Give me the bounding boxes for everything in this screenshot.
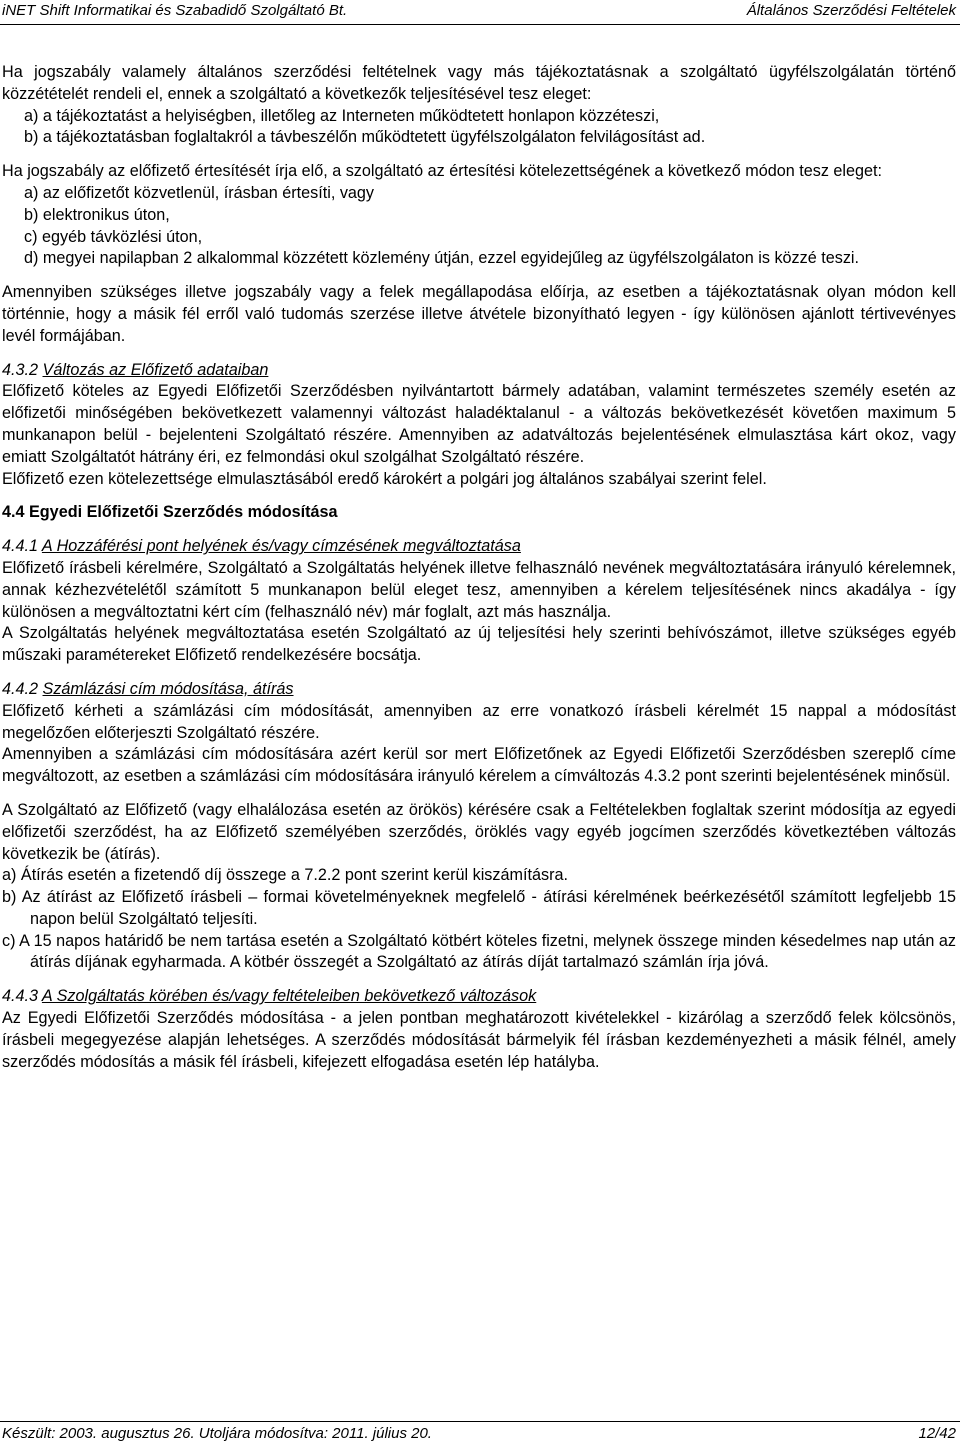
list-item: c) A 15 napos határidő be nem tartása esetén a Szolgáltató kötbért köteles fizetni, melynek összege minden késedelmes nap után az átírás díjának egyharmada. A kötbér összegét a Szolgáltató az átírás díját tartalmazó számlán írja jóvá.	[2, 931, 956, 972]
section-heading-4-4-2: 4.4.2 Számlázási cím módosítása, átírás	[2, 679, 294, 698]
paragraph: Ha jogszabály az előfizető értesítését írja elő, a szolgáltató az értesítési kötelezettségének a következő módon tesz eleget:	[2, 162, 883, 181]
list-item: a) az előfizetőt közvetlenül, írásban értesíti, vagy	[24, 183, 375, 202]
section-heading-4-4-1: 4.4.1 A Hozzáférési pont helyének és/vagy címzésének megváltoztatása	[2, 537, 521, 556]
page-header	[0, 0, 960, 25]
page-number: 12/42	[918, 1425, 956, 1442]
paragraph: Amennyiben szükséges illetve jogszabály vagy a felek megállapodása előírja, az esetben a tájékoztatásnak olyan módon kell történnie, hogy a másik fél erről való tudomás szerzése illetve átvétele bizonyítható legyen - így különösen ajánlott tértivevényes levél formájában.	[2, 283, 956, 345]
list-item: d) megyei napilapban 2 alkalommal közzétett közlemény útján, ezzel egyidejűleg az ügyfélszolgálaton is közzé teszi.	[24, 249, 860, 268]
list-item: b) elektronikus úton,	[24, 205, 170, 224]
footer-dates: Készült: 2003. augusztus 26. Utoljára módosítva: 2011. július 20.	[2, 1425, 432, 1442]
paragraph: Ha jogszabály valamely általános szerződési feltételnek vagy más tájékoztatásnak a szolgáltató ügyfélszolgálatán történő közzétételét rendeli el, ennek a szolgáltató a következők teljesítésével tesz eleget:	[2, 63, 956, 103]
section-heading-4-4-3: 4.4.3 A Szolgáltatás körében és/vagy feltételeiben bekövetkező változások	[2, 987, 537, 1006]
paragraph: Előfizető kérheti a számlázási cím módosítását, amennyiben az erre vonatkozó írásbeli kérelmét 15 nappal a módosítást megelőzően előterjeszti Szolgáltató részére.	[2, 701, 956, 742]
page-content	[2, 62, 956, 1073]
paragraph: Amennyiben a számlázási cím módosítására azért kerül sor mert Előfizetőnek az Egyedi Előfizetői Szerződésben szereplő címe megváltozott, az esetben a számlázási cím módosítására irányuló kérelem a címváltozás 4.3.2 pont szerinti bejelentésének minősül.	[2, 745, 956, 786]
paragraph: A Szolgáltatás helyének megváltoztatása esetén Szolgáltató az új teljesítési hely szerinti behívószámot, illetve szükséges egyéb műszaki paramétereket Előfizető rendelkezésére bocsátja.	[2, 624, 956, 665]
header-company: iNET Shift Informatikai és Szabadidő Szolgáltató Bt.	[2, 2, 348, 19]
page-footer	[0, 1421, 960, 1448]
section-heading-4-3-2: 4.3.2 Változás az Előfizető adataiban	[2, 360, 269, 379]
list-item: b) a tájékoztatásban foglaltakról a távbeszélőn működtetett ügyfélszolgálaton felvilágosítást ad.	[24, 128, 706, 147]
list-item: a) Átírás esetén a fizetendő díj összege a 7.2.2 pont szerint kerül kiszámításra.	[2, 866, 568, 885]
section-heading-4-4: 4.4 Egyedi Előfizetői Szerződés módosítása	[2, 503, 338, 522]
header-doc-title: Általános Szerződési Feltételek	[746, 2, 956, 19]
paragraph: Előfizető írásbeli kérelmére, Szolgáltató a Szolgáltatás helyének illetve felhasználó nevének megváltoztatására irányuló kérelemnek, annak kézhezvételétől számított 5 munkanapon belül eleget tesz, amennyiben a kérelem teljesítésének nincs akadálya - így különösen a megváltoztatni kért cím (felhasználó név) már foglalt, azt más használja.	[2, 558, 956, 621]
list-item: b) Az átírást az Előfizető írásbeli – formai követelményeknek megfelelő - átírási kérelmének beérkezésétől számított legfeljebb 15 napon belül Szolgáltató teljesíti.	[2, 888, 956, 928]
paragraph: Előfizető ezen kötelezettsége elmulasztásából eredő károkért a polgári jog általános szabályai szerint felel.	[2, 469, 767, 488]
list-item: c) egyéb távközlési úton,	[24, 227, 203, 246]
paragraph: A Szolgáltató az Előfizető (vagy elhalálozása esetén az örökös) kérésére csak a Feltételekben foglaltak szerint módosítja az egyedi előfizetői szerződést, ha az Előfizető személyében szerződés, öröklés vagy egyéb jogcímen szerződés következtében változás következik be (átírás).	[2, 800, 956, 863]
paragraph: Az Egyedi Előfizetői Szerződés módosítása - a jelen pontban meghatározott kivételekkel - kizárólag a szerződő felek kölcsönös, írásbeli megegyezése alapján lehetséges. A szerződés módosítását bármelyik fél írásban kezdeményezheti a másik félnél, amely szerződés módosítás a másik fél írásbeli, kifejezett elfogadása esetén lép hatályba.	[2, 1009, 956, 1071]
paragraph: Előfizető köteles az Egyedi Előfizetői Szerződésben nyilvántartott bármely adatában, valamint természetes személy esetén az előfizetői minőségében bekövetkezett valamennyi változást haladéktalanul - a változás bekövetkezését követően maximum 5 munkanapon belül - bejelenteni Szolgáltató részére. Amennyiben az adatváltozás bejelentésének elmulasztása kárt okoz, vagy emiatt Szolgáltatót hátrány éri, ez felmondási okul szolgálhat Szolgáltató részére.	[2, 382, 956, 466]
list-item: a) a tájékoztatást a helyiségben, illetőleg az Interneten működtetett honlapon közzéteszi,	[24, 106, 660, 125]
